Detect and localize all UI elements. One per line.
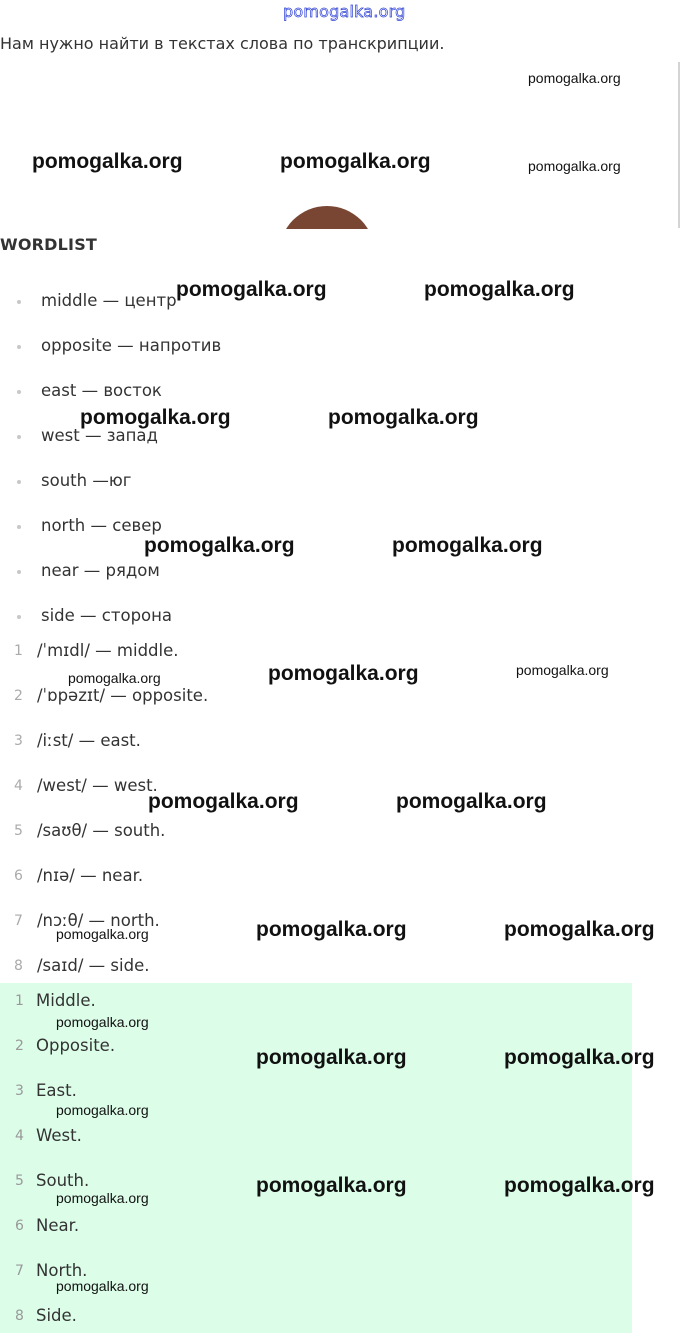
watermark: pomogalka.org (56, 1190, 149, 1206)
watermark: pomogalka.org (148, 790, 299, 813)
transcription-text: /ˈɒpəzɪt/ — opposite. (37, 686, 209, 705)
watermark: pomogalka.org (56, 1014, 149, 1030)
item-number: 2 (15, 1038, 24, 1054)
transcription-text: /saɪd/ — side. (37, 956, 150, 975)
bullet-icon (17, 390, 21, 394)
watermark: pomogalka.org (280, 150, 431, 173)
watermark: pomogalka.org (516, 662, 609, 678)
watermark: pomogalka.org (268, 662, 419, 685)
watermark: pomogalka.org (504, 918, 655, 941)
bullet-icon (17, 435, 21, 439)
answer-text: East. (36, 1081, 77, 1100)
intro-text: Нам нужно найти в текстах слова по транскрипции. (0, 34, 445, 53)
site-header-logo[interactable]: pomogalka.org (283, 2, 406, 21)
answer-text: Near. (36, 1216, 80, 1235)
image-area (0, 190, 680, 229)
item-number: 8 (15, 1308, 24, 1324)
transcription-text: /west/ — west. (37, 776, 158, 795)
bullet-icon (17, 525, 21, 529)
item-number: 8 (14, 958, 23, 974)
watermark: pomogalka.org (144, 534, 295, 557)
item-number: 5 (15, 1173, 24, 1189)
answer-text: West. (36, 1126, 82, 1145)
watermark: pomogalka.org (396, 790, 547, 813)
transcription-text: /iːst/ — east. (37, 731, 141, 750)
answer-text: North. (36, 1261, 88, 1280)
watermark: pomogalka.org (256, 1046, 407, 1069)
transcription-text: /ˈmɪdl/ — middle. (37, 641, 179, 660)
watermark: pomogalka.org (32, 150, 183, 173)
watermark: pomogalka.org (256, 918, 407, 941)
answer-text: South. (36, 1171, 90, 1190)
item-number: 1 (14, 643, 23, 659)
item-number: 6 (15, 1218, 24, 1234)
watermark: pomogalka.org (56, 926, 149, 942)
wordlist-item-label: side — сторона (41, 606, 173, 625)
watermark: pomogalka.org (504, 1046, 655, 1069)
watermark: pomogalka.org (176, 278, 327, 301)
watermark: pomogalka.org (80, 406, 231, 429)
bullet-icon (17, 345, 21, 349)
wordlist-item-label: opposite — напротив (41, 336, 222, 355)
watermark: pomogalka.org (392, 534, 543, 557)
avatar-image (279, 206, 375, 229)
watermark: pomogalka.org (504, 1174, 655, 1197)
watermark: pomogalka.org (256, 1174, 407, 1197)
item-number: 3 (15, 1083, 24, 1099)
item-number: 1 (15, 993, 24, 1009)
watermark: pomogalka.org (56, 1278, 149, 1294)
watermark: pomogalka.org (424, 278, 575, 301)
answer-text: Opposite. (36, 1036, 116, 1055)
item-number: 4 (14, 778, 23, 794)
watermark: pomogalka.org (528, 70, 621, 86)
item-number: 2 (14, 688, 23, 704)
bullet-icon (17, 300, 21, 304)
item-number: 7 (14, 913, 23, 929)
wordlist-item-label: east — восток (41, 381, 162, 400)
watermark: pomogalka.org (68, 670, 161, 686)
answer-text: Middle. (36, 991, 96, 1010)
wordlist-item-label: middle — центр (41, 291, 177, 310)
bullet-icon (17, 615, 21, 619)
transcription-text: /saʊθ/ — south. (37, 821, 166, 840)
watermark: pomogalka.org (56, 1102, 149, 1118)
watermark: pomogalka.org (528, 158, 621, 174)
wordlist-item-label: south —юг (41, 471, 132, 490)
item-number: 4 (15, 1128, 24, 1144)
bullet-icon (17, 570, 21, 574)
wordlist-heading: WORDLIST (0, 235, 98, 254)
item-number: 7 (15, 1263, 24, 1279)
item-number: 3 (14, 733, 23, 749)
watermark: pomogalka.org (328, 406, 479, 429)
wordlist-item-label: west — запад (41, 426, 158, 445)
wordlist-item-label: north — север (41, 516, 162, 535)
answer-text: Side. (36, 1306, 77, 1325)
item-number: 6 (14, 868, 23, 884)
bullet-icon (17, 480, 21, 484)
transcription-text: /nɪə/ — near. (37, 866, 144, 885)
item-number: 5 (14, 823, 23, 839)
wordlist-item-label: near — рядом (41, 561, 160, 580)
transcription-text: /nɔːθ/ — north. (37, 911, 160, 930)
